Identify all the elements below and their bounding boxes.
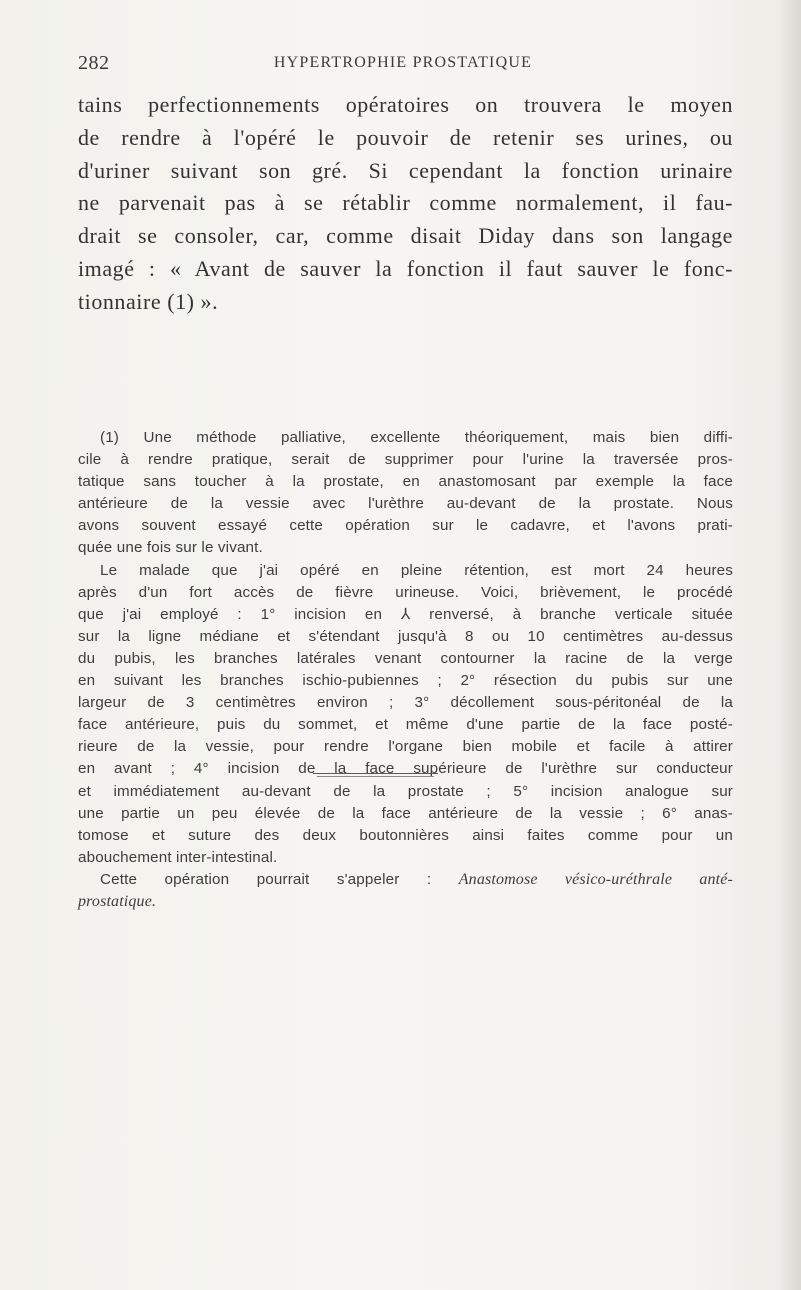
footnote-line: (1) Une méthode palliative, excellente théoriquement, mais bien diffi- [100,429,733,446]
footnote-line: quée une fois sur le vivant. [78,539,263,557]
footnote-line: tomose et suture des deux boutonnières ainsi faites comme pour un [78,826,733,844]
footnote-line: Le malade que j'ai opéré en pleine rétention, est mort 24 heures [100,561,733,579]
body-paragraph [78,89,733,319]
footnote-line: du pubis, les branches latérales venant contourner la racine de la verge [78,649,733,667]
footnote-line: après d'un fort accès de fièvre urineuse. Voici, brièvement, le procédé [78,583,733,601]
footnote-text: Cette opération pourrait s'appeler : [100,870,459,888]
footnote-line: antérieure de la vessie avec l'urèthre au-devant de la prostate. Nous [78,495,733,513]
operation-name-italic: Anastomose vésico-uréthrale anté- [458,870,733,888]
running-title: HYPERTROPHIE PROSTATIQUE [273,54,533,71]
body-line: imagé : « Avant de sauver la fonction il faut sauver le fonc- [78,255,733,281]
operation-name-italic: prostatique. [78,892,157,910]
footnote-line: largeur de 3 centimètres environ ; 3° décollement sous-péritonéal de la [78,694,733,712]
footnote-block [78,427,733,913]
body-line: tains perfectionnements opératoires on trouvera le moyen [78,92,733,117]
footnote-line: en suivant les branches ischio-pubiennes ; 2° résection du pubis sur une [78,672,733,690]
body-line: drait se consoler, car, comme disait Diday dans son langage [78,223,733,249]
page-edge-shadow [779,0,801,1290]
footnote-line: sur la ligne médiane et s'étendant jusqu'à 8 ou 10 centimètres au-dessus [78,627,733,645]
footnote-line: avons souvent essayé cette opération sur le cadavre, et l'avons prati- [78,517,733,535]
footnote-line [78,891,733,913]
footnote-line [78,869,733,891]
footnote-line: tatique sans toucher à la prostate, en anastomosant par exemple la face [78,473,733,491]
footnote-line: abouchement inter-intestinal. [78,848,278,866]
page-header [78,52,728,76]
body-line: d'uriner suivant son gré. Si cependant la fonction urinaire [78,157,733,183]
end-rule-divider [313,773,438,774]
body-line: ne parvenait pas à se rétablir comme normalement, il fau- [78,190,733,216]
footnote-line: cile à rendre pratique, serait de supprimer pour l'urine la traversée pros- [78,451,733,469]
page-number: 282 [78,52,110,74]
body-line: tionnaire (1) ». [78,288,219,314]
footnote-line: en avant ; 4° incision de la face supérieure de l'urèthre sur conducteur [78,760,733,778]
footnote-line: rieure de la vessie, pour rendre l'organe bien mobile et facile à attirer [78,738,733,756]
body-line: de rendre à l'opéré le pouvoir de retenir ses urines, ou [78,124,733,150]
footnote-line: une partie un peu élevée de la face antérieure de la vessie ; 6° anas- [78,804,733,822]
footnote-line: et immédiatement au-devant de la prostate ; 5° incision analogue sur [78,782,733,800]
footnote-line: que j'ai employé : 1° incision en ⅄ renversé, à branche verticale située [78,605,733,623]
footnote-line: face antérieure, puis du sommet, et même d'une partie de la face posté- [78,716,733,734]
